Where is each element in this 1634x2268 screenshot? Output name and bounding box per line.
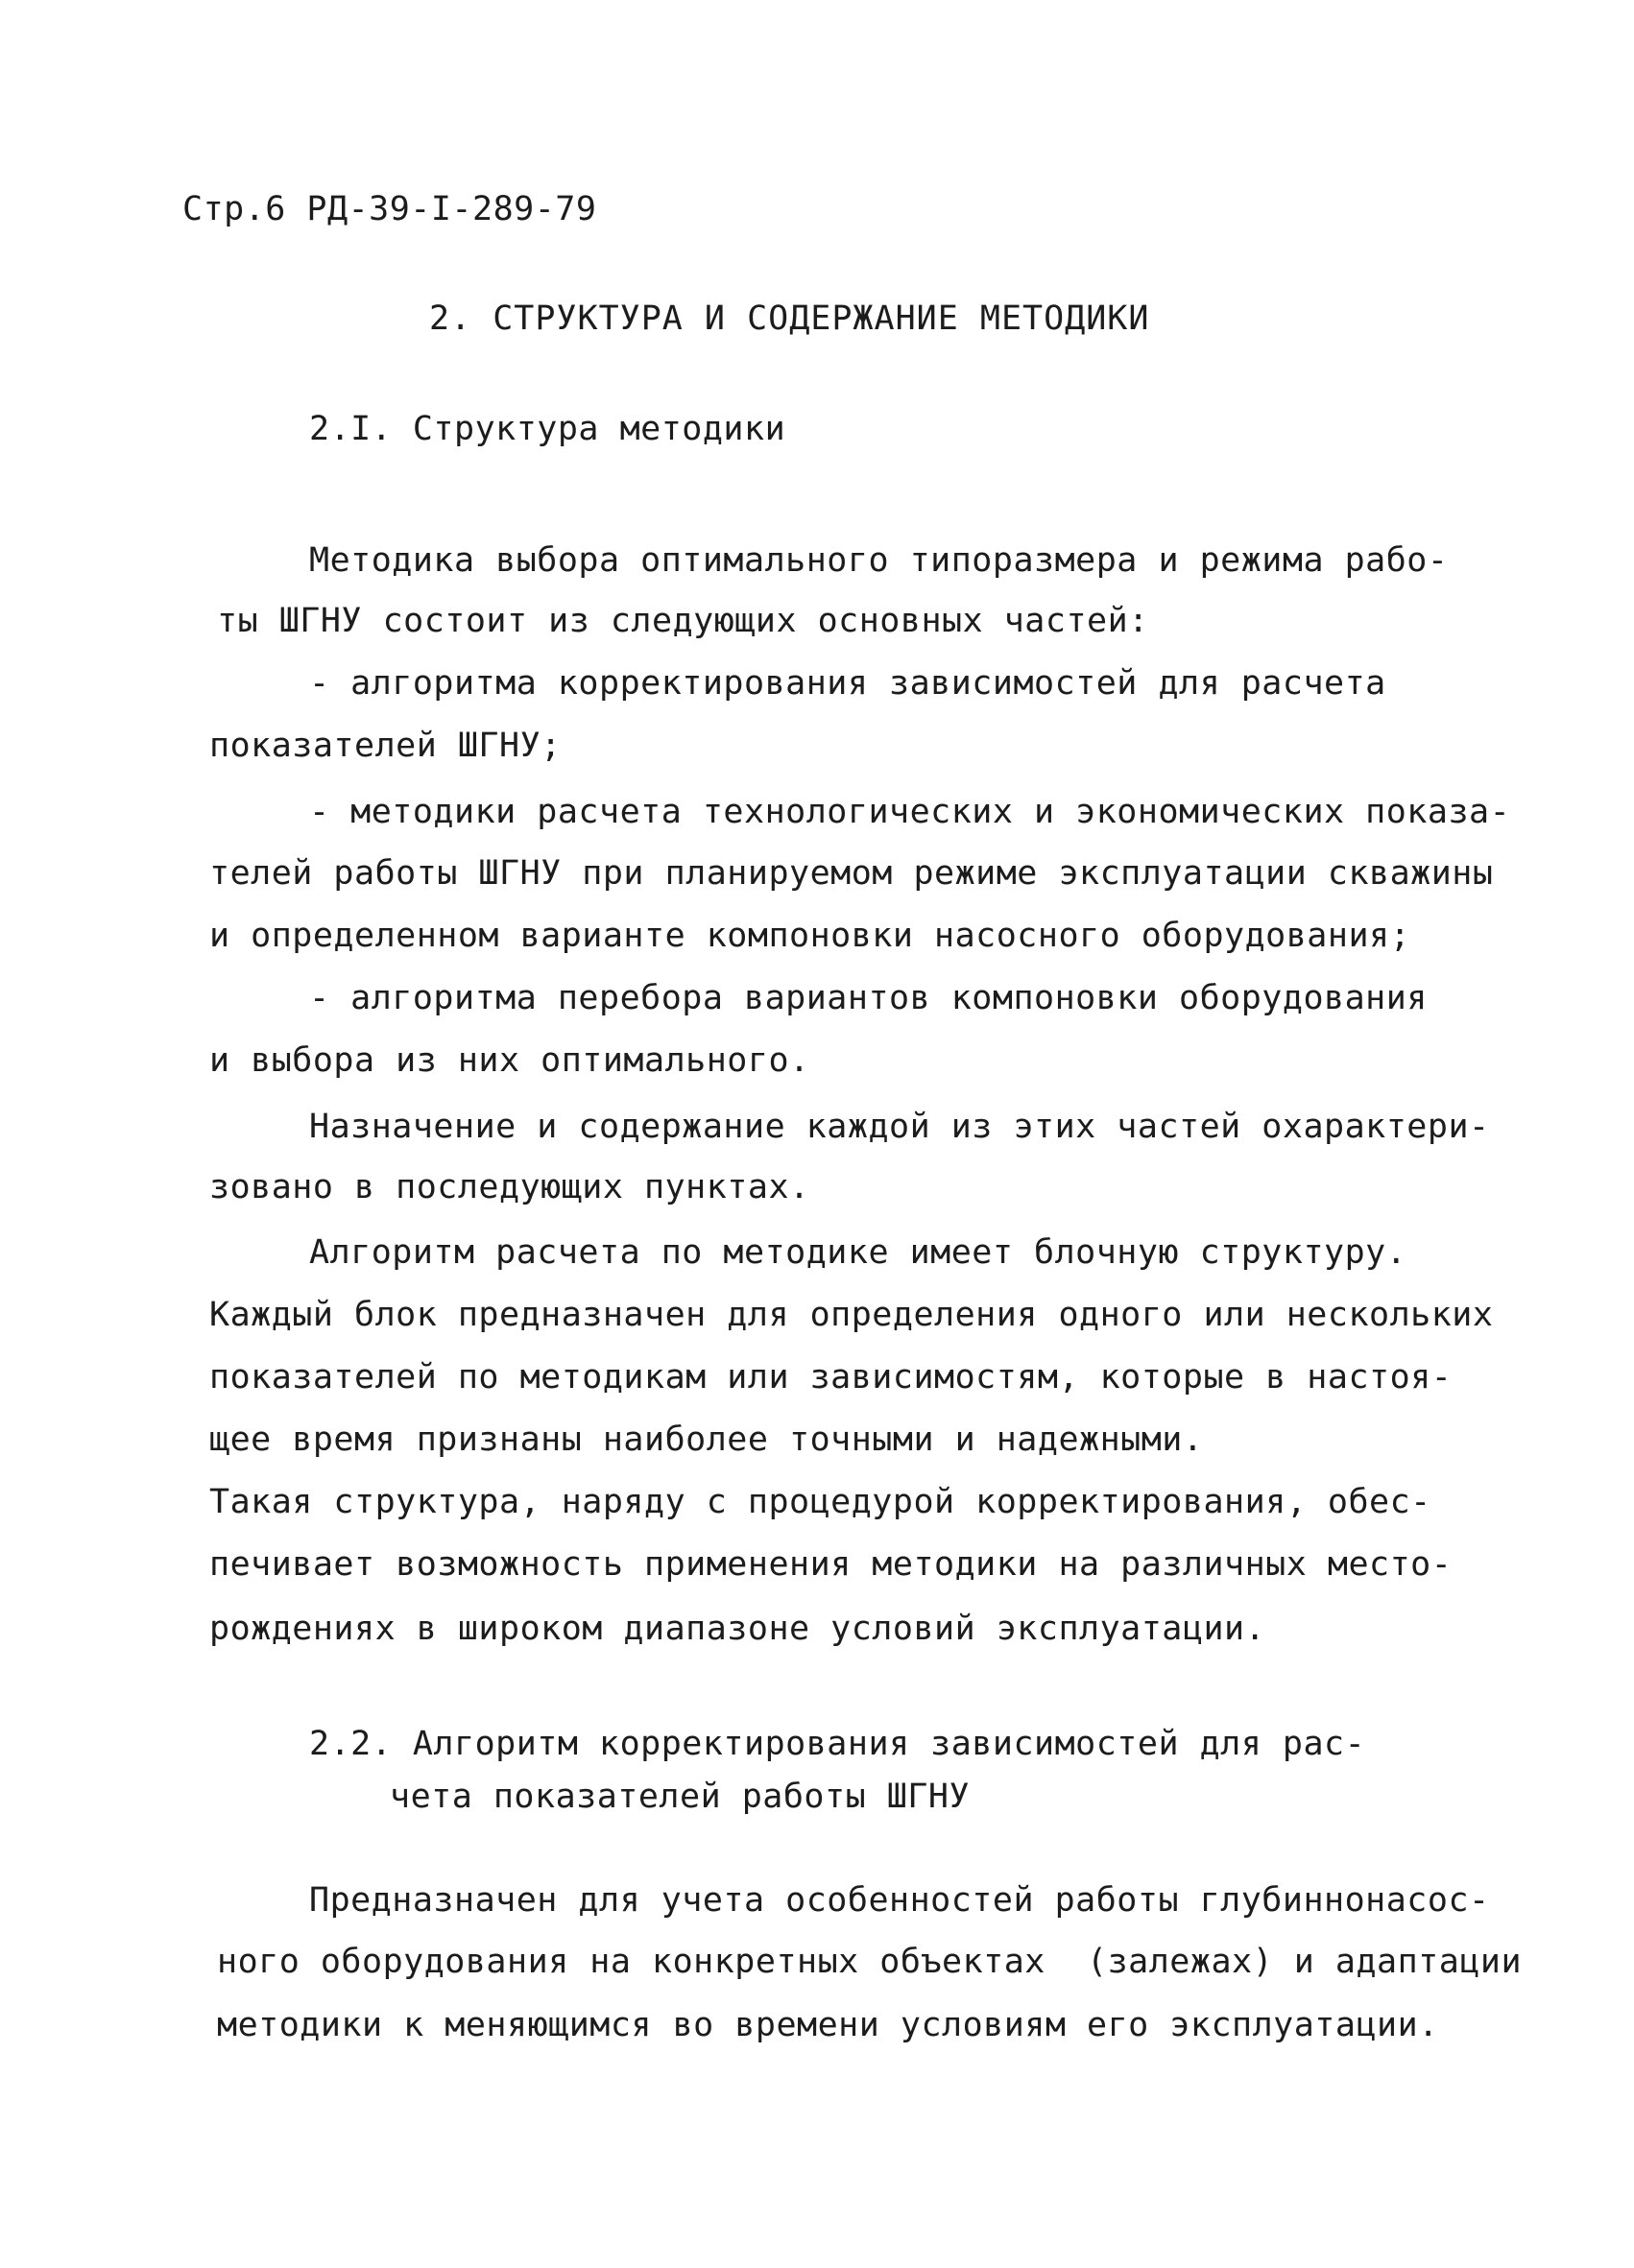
- paragraph-1-line: - методики расчета технологических и экономических показа-: [309, 793, 1511, 831]
- paragraph-1-line: и определенном варианте компоновки насосного оборудования;: [209, 917, 1411, 955]
- paragraph-3-line: печивает возможность применения методики на различных место-: [209, 1545, 1453, 1584]
- paragraph-1-line: и выбора из них оптимального.: [209, 1041, 810, 1080]
- paragraph-1-line: телей работы ШГНУ при планируемом режиме эксплуатации скважины: [209, 854, 1494, 893]
- paragraph-3-line: Каждый блок предназначен для определения одного или нескольких: [209, 1296, 1494, 1334]
- paragraph-3-line: рождениях в широком диапазоне условий эксплуатации.: [209, 1610, 1266, 1648]
- paragraph-4-line: ного оборудования на конкретных объектах (залежах) и адаптации: [217, 1943, 1523, 1981]
- subsection-2-2-heading-line: чета показателей работы ШГНУ: [390, 1778, 971, 1816]
- paragraph-2-line: зовано в последующих пунктах.: [209, 1168, 810, 1206]
- paragraph-3-line: щее время признаны наиболее точными и надежными.: [209, 1420, 1204, 1459]
- paragraph-1-line: ты ШГНУ состоит из следующих основных частей:: [217, 602, 1149, 640]
- paragraph-2-line: Назначение и содержание каждой из этих частей охарактери-: [309, 1108, 1490, 1146]
- paragraph-3-line: Такая структура, наряду с процедурой корректирования, обес-: [209, 1483, 1431, 1521]
- paragraph-4-line: Предназначен для учета особенностей работы глубиннонасос-: [309, 1881, 1490, 1920]
- paragraph-1-line: - алгоритма перебора вариантов компоновки оборудования: [309, 979, 1428, 1017]
- paragraph-1-line: показателей ШГНУ;: [209, 727, 562, 765]
- paragraph-3-line: показателей по методикам или зависимостям, которые в настоя-: [209, 1358, 1453, 1397]
- section-title: 2. СТРУКТУРА И СОДЕРЖАНИЕ МЕТОДИКИ: [429, 299, 1150, 338]
- page-header: Стр.6 РД-39-I-289-79: [182, 190, 597, 228]
- subsection-2-2-heading-line: 2.2. Алгоритм корректирования зависимостей для рас-: [309, 1725, 1366, 1763]
- paragraph-3-line: Алгоритм расчета по методике имеет блочную структуру.: [309, 1233, 1407, 1272]
- paragraph-1-line: Методика выбора оптимального типоразмера и режима рабо-: [309, 541, 1449, 580]
- paragraph-1-line: - алгоритма корректирования зависимостей для расчета: [309, 664, 1386, 703]
- paragraph-4-line: методики к меняющимся во времени условиям его эксплуатации.: [217, 2006, 1439, 2044]
- subsection-2-1-heading: 2.I. Структура методики: [309, 410, 786, 448]
